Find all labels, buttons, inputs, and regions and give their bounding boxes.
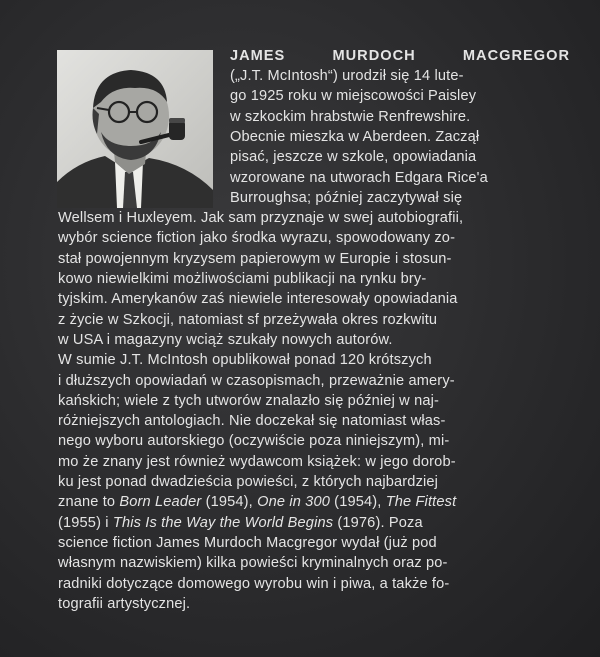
bio-line <box>230 87 570 106</box>
bio-line-segment: własnym nazwiskiem) kilka powieści kryminalnych oraz po- <box>58 555 448 572</box>
bio-line <box>58 595 570 614</box>
bio-line-segment: i dłuższych opowiadań w czasopismach, przeważnie amery- <box>58 372 455 389</box>
bio-line <box>58 514 570 533</box>
bio-line-segment: (1954), <box>329 494 386 511</box>
author-portrait-image <box>57 50 213 208</box>
bio-line-segment: różniejszych antologiach. Nie doczekał się natomiast włas- <box>58 413 446 430</box>
bio-line-segment: stał powojennym kryzysem papierowym w Europie i stosun- <box>58 250 452 267</box>
bio-line-segment: w USA i magazyny wciąż szukały nowych autorów. <box>58 331 393 348</box>
bio-line <box>58 432 570 451</box>
bio-line <box>58 290 570 309</box>
bio-line <box>58 392 570 411</box>
bio-line-segment: (1954), <box>201 494 258 511</box>
bio-line-segment: The Fittest <box>385 494 457 511</box>
bio-line <box>230 169 570 188</box>
bio-line-segment: (1955) i <box>58 514 113 531</box>
bio-line-segment: One in 300 <box>257 494 330 511</box>
bio-line-segment: („J.T. McIntosh“) urodził się 14 lute- <box>230 68 464 84</box>
bio-line <box>58 473 570 492</box>
bio-line <box>230 128 570 147</box>
bio-line-segment: wybór science fiction jako środka wyrazu, spowodowany zo- <box>58 230 456 247</box>
bio-line <box>58 554 570 573</box>
bio-line <box>58 534 570 553</box>
bio-line <box>58 372 570 391</box>
bio-line <box>58 270 570 289</box>
bio-line <box>58 453 570 472</box>
bio-line-segment: tografii artystycznej. <box>58 595 191 612</box>
author-photo <box>57 50 213 208</box>
bio-line-segment: W sumie J.T. McIntosh opublikował ponad 120 krótszych <box>58 352 432 369</box>
bio-line <box>58 209 570 228</box>
bio-line-segment: kańskich; wiele z tych utworów znalazło się później w naj- <box>58 392 440 409</box>
bio-line-segment: radniki dotyczące domowego wyrobu win i piwa, a także fo- <box>58 575 450 592</box>
bio-line-segment: science fiction James Murdoch Macgregor wydał (już pod <box>58 534 437 551</box>
bio-line-segment: w szkockim hrabstwie Renfrewshire. <box>230 108 471 125</box>
bio-line <box>58 575 570 594</box>
bio-line-segment: Burroughsa; później zaczytywał się <box>230 189 463 206</box>
bio-line <box>58 493 570 512</box>
bio-line-segment: go 1925 roku w miejscowości Paisley <box>230 88 477 105</box>
bio-line-segment: (1976). Poza <box>333 514 423 531</box>
author-name-text: JAMES MURDOCH MACGREGOR <box>230 48 570 64</box>
bio-line <box>230 189 570 208</box>
bio-line <box>58 412 570 431</box>
bio-line <box>58 331 570 350</box>
bio-line <box>58 351 570 370</box>
bio-line <box>230 67 570 86</box>
bio-line-segment: Born Leader <box>119 494 202 511</box>
bio-line <box>230 148 570 167</box>
bio-line-segment: wzorowane na utworach Edgara Rice'a <box>230 169 488 186</box>
bio-line <box>58 229 570 248</box>
bio-line-segment: nego wyboru autorskiego (oczywiście poza niniejszym), mi- <box>58 433 450 450</box>
bio-line-segment: pisać, jeszcze w szkole, opowiadania <box>230 149 477 166</box>
bio-line-segment: Wellsem i Huxleyem. Jak sam przyznaje w swej autobiografii, <box>58 210 464 227</box>
bio-line-segment: This Is the Way the World Begins <box>112 514 334 531</box>
bio-line-segment: znane to <box>58 494 120 511</box>
bio-line-segment: mo że znany jest również wydawcom książek: w jego dorob- <box>58 453 456 470</box>
bio-line <box>58 250 570 269</box>
bio-line <box>230 108 570 127</box>
bio-line-segment: kowo niewielkimi możliwościami publikacji na rynku bry- <box>58 271 427 287</box>
bio-line <box>58 311 570 330</box>
bio-line-segment: tyjskim. Amerykanów zaś niewiele interesowały opowiadania <box>58 291 458 308</box>
bio-line-segment: ku jest ponad dwadzieścia powieści, z których najbardziej <box>58 474 439 490</box>
bio-line-segment: Obecnie mieszka w Aberdeen. Zaczął <box>230 128 480 145</box>
bio-line-segment: z życie w Szkocji, natomiast sf przeżywała okres rozkwitu <box>58 311 438 328</box>
author-name-heading <box>230 47 570 66</box>
